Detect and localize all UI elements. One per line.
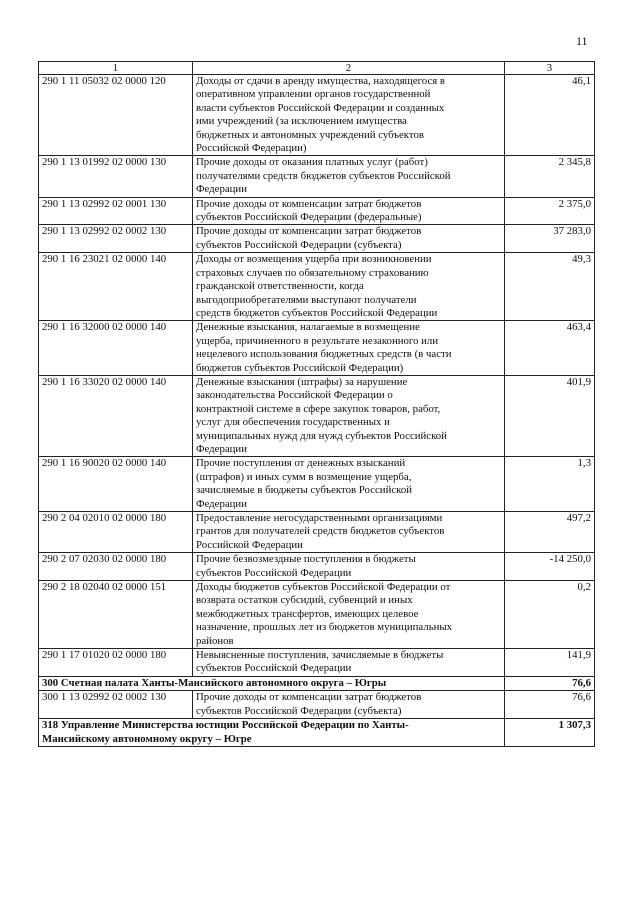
table-header-row bbox=[39, 62, 595, 75]
amount: 1 307,3 bbox=[505, 719, 595, 747]
description-line: субъектов Российской Федерации bbox=[196, 566, 352, 579]
table-row bbox=[39, 156, 595, 197]
table-row bbox=[39, 321, 595, 376]
amount: 141,9 bbox=[505, 649, 595, 677]
table-row bbox=[39, 197, 595, 225]
description-line: межбюджетных трансфертов, имеющих целевое bbox=[196, 607, 419, 620]
classification-code: 290 1 16 90020 02 0000 140 bbox=[39, 457, 193, 512]
amount: 2 375,0 bbox=[505, 197, 595, 225]
classification-code: 290 1 17 01020 02 0000 180 bbox=[39, 649, 193, 677]
description-line: контрактной системе в сфере закупок товаров, работ, bbox=[196, 402, 441, 415]
description-line: субъектов Российской Федерации (федеральные) bbox=[196, 211, 422, 224]
revenue-description bbox=[193, 691, 505, 719]
description-line: бюджетных и автономных учреждений субъектов bbox=[196, 128, 424, 141]
description-line: нецелевого использования бюджетных средств (в части bbox=[196, 348, 452, 361]
description-line: Доходы от возмещения ущерба при возникновении bbox=[196, 253, 432, 266]
amount: -14 250,0 bbox=[505, 553, 595, 581]
table-row bbox=[39, 225, 595, 253]
description-line: оперативном управлении органов государственной bbox=[196, 88, 431, 101]
classification-code: 290 1 16 32000 02 0000 140 bbox=[39, 321, 193, 376]
description-line: Прочие доходы от оказания платных услуг (работ) bbox=[196, 156, 428, 169]
table-row bbox=[39, 457, 595, 512]
amount: 401,9 bbox=[505, 375, 595, 456]
description-line: Федерации bbox=[196, 442, 247, 455]
column-header-description: 2 bbox=[193, 62, 505, 75]
description-line: муниципальных нужд для нужд субъектов Российской bbox=[196, 429, 447, 442]
description-line: Доходы от сдачи в аренду имущества, находящегося в bbox=[196, 75, 446, 87]
description-line: Прочие доходы от компенсации затрат бюджетов bbox=[196, 691, 422, 704]
description-line: Денежные взыскания, налагаемые в возмещение bbox=[196, 321, 420, 334]
section-row bbox=[39, 676, 595, 690]
amount: 46,1 bbox=[505, 75, 595, 156]
description-line: Федерации bbox=[196, 497, 247, 510]
description-line: Прочие безвозмездные поступления в бюджеты bbox=[196, 553, 416, 566]
amount: 0,2 bbox=[505, 581, 595, 649]
classification-code: 290 1 13 02992 02 0002 130 bbox=[39, 225, 193, 253]
table-row bbox=[39, 553, 595, 581]
description-line: ущерба, причиненного в результате незаконного или bbox=[196, 334, 439, 347]
classification-code: 290 2 04 02010 02 0000 180 bbox=[39, 512, 193, 553]
page-number: 11 bbox=[576, 34, 588, 48]
description-line: возврата остатков субсидий, субвенций и иных bbox=[196, 594, 413, 607]
description-line: ими учреждений (за исключением имущества bbox=[196, 115, 407, 128]
amount: 49,3 bbox=[505, 253, 595, 321]
revenue-description bbox=[193, 75, 505, 156]
amount: 76,6 bbox=[505, 691, 595, 719]
table-row bbox=[39, 375, 595, 456]
amount: 1,3 bbox=[505, 457, 595, 512]
revenue-description bbox=[193, 581, 505, 649]
description-line: субъектов Российской Федерации (субъекта) bbox=[196, 704, 402, 717]
column-header-amount: 3 bbox=[505, 62, 595, 75]
classification-code: 290 1 16 23021 02 0000 140 bbox=[39, 253, 193, 321]
revenue-description bbox=[193, 649, 505, 677]
amount: 463,4 bbox=[505, 321, 595, 376]
description-line: гражданской ответственности, когда bbox=[196, 280, 364, 293]
description-line: грантов для получателей средств бюджетов субъектов bbox=[196, 525, 445, 538]
description-line: бюджетов субъектов Российской Федерации) bbox=[196, 361, 404, 374]
description-line: Денежные взыскания (штрафы) за нарушение bbox=[196, 375, 408, 388]
description-line: Российской Федерации) bbox=[196, 142, 307, 155]
table-row bbox=[39, 691, 595, 719]
section-title-line: 318 Управление Министерства юстиции Российской Федерации по Ханты- bbox=[42, 719, 409, 732]
revenue-description bbox=[193, 321, 505, 376]
revenue-description bbox=[193, 375, 505, 456]
classification-code: 290 1 16 33020 02 0000 140 bbox=[39, 375, 193, 456]
table-row bbox=[39, 512, 595, 553]
classification-code: 290 1 13 02992 02 0001 130 bbox=[39, 197, 193, 225]
amount: 37 283,0 bbox=[505, 225, 595, 253]
revenue-description bbox=[193, 457, 505, 512]
description-line: субъектов Российской Федерации (субъекта) bbox=[196, 238, 402, 251]
column-header-code: 1 bbox=[39, 62, 193, 75]
amount: 76,6 bbox=[505, 676, 595, 690]
revenue-description bbox=[193, 512, 505, 553]
description-line: (штрафов) и иных сумм в возмещение ущерба, bbox=[196, 470, 412, 483]
section-title bbox=[39, 676, 505, 690]
description-line: законодательства Российской Федерации о bbox=[196, 389, 393, 402]
description-line: услуг для обеспечения государственных и bbox=[196, 416, 390, 429]
description-line: зачисляемые в бюджеты субъектов Российской bbox=[196, 484, 413, 497]
description-line: Федерации bbox=[196, 183, 247, 196]
section-title-line: 300 Счетная палата Ханты-Мансийского автономного округа – Югры bbox=[42, 676, 387, 689]
classification-code: 290 2 07 02030 02 0000 180 bbox=[39, 553, 193, 581]
classification-code: 300 1 13 02992 02 0002 130 bbox=[39, 691, 193, 719]
description-line: Прочие доходы от компенсации затрат бюджетов bbox=[196, 197, 422, 210]
description-line: Российской Федерации bbox=[196, 538, 303, 551]
table-row bbox=[39, 253, 595, 321]
description-line: Прочие доходы от компенсации затрат бюджетов bbox=[196, 225, 422, 238]
description-line: средств бюджетов субъектов Российской Федерации bbox=[196, 306, 438, 319]
description-line: Прочие поступления от денежных взысканий bbox=[196, 457, 406, 470]
description-line: власти субъектов Российской Федерации и созданных bbox=[196, 101, 445, 114]
table-row bbox=[39, 649, 595, 677]
amount: 2 345,8 bbox=[505, 156, 595, 197]
description-line: страховых случаев по обязательному страхованию bbox=[196, 266, 429, 279]
revenue-description bbox=[193, 225, 505, 253]
section-title-line: Мансийскому автономному округу – Югре bbox=[42, 732, 252, 745]
description-line: Доходы бюджетов субъектов Российской Федерации от bbox=[196, 581, 451, 594]
table-row bbox=[39, 75, 595, 156]
description-line: Предоставление негосударственными организациями bbox=[196, 512, 443, 524]
table-body bbox=[39, 75, 595, 747]
classification-code: 290 1 11 05032 02 0000 120 bbox=[39, 75, 193, 156]
revenue-description bbox=[193, 253, 505, 321]
description-line: назначение, прошлых лет из бюджетов муниципальных bbox=[196, 621, 453, 634]
classification-code: 290 1 13 01992 02 0000 130 bbox=[39, 156, 193, 197]
revenue-description bbox=[193, 553, 505, 581]
description-line: выгодоприобретателями выступают получатели bbox=[196, 293, 417, 306]
amount: 497,2 bbox=[505, 512, 595, 553]
table-row bbox=[39, 581, 595, 649]
revenue-table bbox=[38, 61, 595, 747]
revenue-description bbox=[193, 197, 505, 225]
section-title bbox=[39, 719, 505, 747]
description-line: получателями средств бюджетов субъектов Российской bbox=[196, 169, 451, 182]
description-line: Невыясненные поступления, зачисляемые в бюджеты bbox=[196, 649, 444, 662]
description-line: районов bbox=[196, 634, 234, 647]
revenue-description bbox=[193, 156, 505, 197]
description-line: субъектов Российской Федерации bbox=[196, 662, 352, 675]
classification-code: 290 2 18 02040 02 0000 151 bbox=[39, 581, 193, 649]
section-row bbox=[39, 719, 595, 747]
